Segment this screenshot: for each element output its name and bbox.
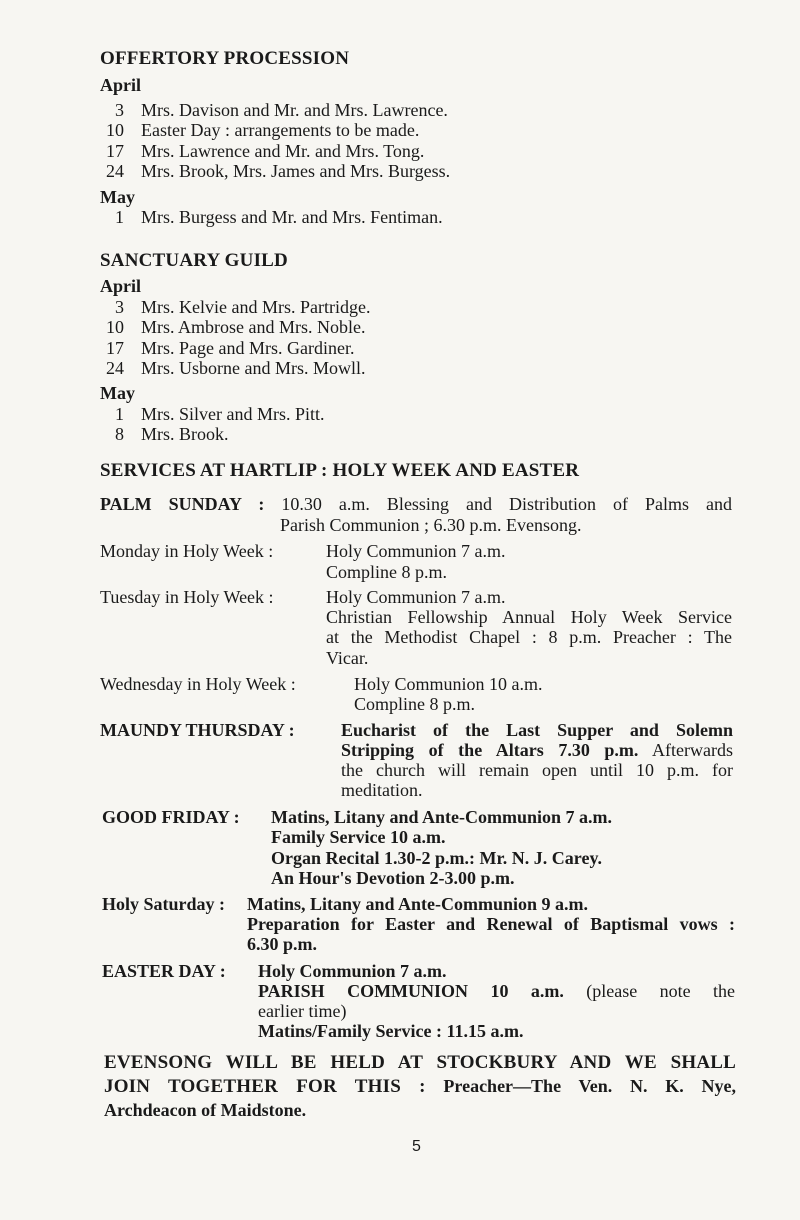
tuesday-line1: Holy Communion 7 a.m.	[326, 587, 506, 607]
offertory-may-label: May	[100, 187, 135, 207]
evensong-line3: Archdeacon of Maidstone.	[104, 1100, 307, 1120]
list-item: 3 Mrs. Kelvie and Mrs. Partridge.	[115, 297, 371, 317]
wednesday-label: Wednesday in Holy Week :	[100, 674, 296, 694]
tuesday-line4: Vicar.	[326, 648, 369, 668]
palm-sunday-line2: Parish Communion ; 6.30 p.m. Evensong.	[280, 515, 582, 535]
evensong-line2: JOIN TOGETHER FOR THIS : Preacher—The Ven. N. K. Nye,	[104, 1076, 736, 1097]
tuesday-line3: at the Methodist Chapel : 8 p.m. Preacher : The	[326, 627, 732, 647]
maundy-line1: Eucharist of the Last Supper and Solemn	[341, 720, 733, 740]
maundy-line3: the church will remain open until 10 p.m. for	[341, 760, 733, 780]
list-item: 8 Mrs. Brook.	[115, 424, 229, 444]
list-item: 10 Mrs. Ambrose and Mrs. Noble.	[106, 317, 366, 337]
holy-saturday-line1: Matins, Litany and Ante-Communion 9 a.m.	[247, 894, 589, 914]
tuesday-line2: Christian Fellowship Annual Holy Week Service	[326, 607, 732, 627]
easter-day-label: EASTER DAY :	[102, 961, 226, 981]
maundy-label: MAUNDY THURSDAY :	[100, 720, 295, 740]
maundy-line2: Stripping of the Altars 7.30 p.m. Afterwards	[341, 740, 733, 760]
easter-day-line2: PARISH COMMUNION 10 a.m. (please note the	[258, 981, 736, 1001]
easter-day-line3: earlier time)	[258, 1001, 347, 1021]
list-item: 17 Mrs. Page and Mrs. Gardiner.	[106, 338, 355, 358]
good-friday-label: GOOD FRIDAY :	[102, 807, 240, 827]
easter-day-line1: Holy Communion 7 a.m.	[258, 961, 447, 981]
sanctuary-april-label: April	[100, 276, 142, 296]
page-number: 5	[412, 1138, 421, 1155]
good-friday-line1: Matins, Litany and Ante-Communion 7 a.m.	[271, 807, 613, 827]
offertory-heading: OFFERTORY PROCESSION	[100, 48, 350, 69]
holy-saturday-line3: 6.30 p.m.	[247, 934, 318, 954]
wednesday-line1: Holy Communion 10 a.m.	[354, 674, 543, 694]
monday-line2: Compline 8 p.m.	[326, 562, 447, 582]
good-friday-line4: An Hour's Devotion 2-3.00 p.m.	[271, 868, 515, 888]
sanctuary-heading: SANCTUARY GUILD	[100, 250, 288, 271]
tuesday-label: Tuesday in Holy Week :	[100, 587, 274, 607]
holy-saturday-label: Holy Saturday :	[102, 894, 226, 914]
good-friday-line2: Family Service 10 a.m.	[271, 827, 446, 847]
monday-line1: Holy Communion 7 a.m.	[326, 541, 506, 561]
palm-sunday-line1: PALM SUNDAY : 10.30 a.m. Blessing and Distribution of Palms and	[100, 494, 733, 514]
palm-sunday-label: PALM SUNDAY :	[100, 494, 265, 514]
offertory-april-label: April	[100, 75, 142, 95]
easter-day-line4: Matins/Family Service : 11.15 a.m.	[258, 1021, 524, 1041]
maundy-line4: meditation.	[341, 780, 423, 800]
list-item: 1 Mrs. Silver and Mrs. Pitt.	[115, 404, 325, 424]
list-item: 10 Easter Day : arrangements to be made.	[106, 120, 420, 140]
list-item: 3 Mrs. Davison and Mr. and Mrs. Lawrence.	[115, 100, 448, 120]
monday-label: Monday in Holy Week :	[100, 541, 274, 561]
services-heading: SERVICES AT HARTLIP : HOLY WEEK AND EASTER	[100, 460, 580, 481]
good-friday-line3: Organ Recital 1.30-2 p.m.: Mr. N. J. Carey.	[271, 848, 602, 868]
wednesday-line2: Compline 8 p.m.	[354, 694, 475, 714]
list-item: 1 Mrs. Burgess and Mr. and Mrs. Fentiman.	[115, 207, 443, 227]
list-item: 24 Mrs. Usborne and Mrs. Mowll.	[106, 358, 366, 378]
sanctuary-may-label: May	[100, 383, 135, 403]
holy-saturday-line2: Preparation for Easter and Renewal of Baptismal vows :	[247, 914, 735, 934]
evensong-line1: EVENSONG WILL BE HELD AT STOCKBURY AND WE SHALL	[104, 1052, 736, 1073]
list-item: 17 Mrs. Lawrence and Mr. and Mrs. Tong.	[106, 141, 425, 161]
list-item: 24 Mrs. Brook, Mrs. James and Mrs. Burgess.	[106, 161, 451, 181]
